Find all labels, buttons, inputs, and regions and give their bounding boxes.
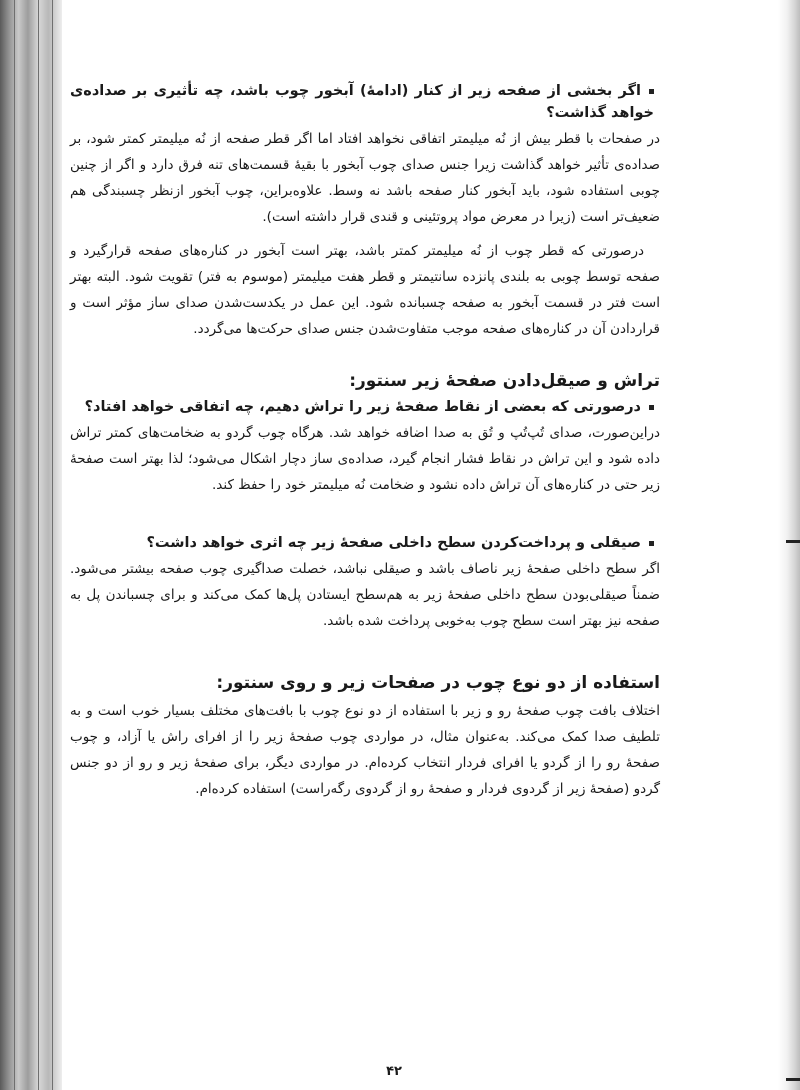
binding-line <box>14 0 15 1090</box>
paragraph: درصورتی که قطر چوب از نُه میلیمتر کمتر باشد، بهتر است آبخور در کناره‌های صفحه قرارگیرد و صفحه توسط چوبی به بلندی پانزده سانتیمتر و قطر هفت میلیمتر (موسوم به فتر) تقویت شود. البته بهتر است فتر در قسمت آبخور به صفحه چسبانده شود. این عمل در یکدست‌شدن صدای ساز مؤثر است و قراردادن آن در کناره‌های صفحه موجب متفاوت‌شدن جنس صدای حرکت‌ها می‌گردد. <box>70 243 660 337</box>
section-heading: استفاده از دو نوع چوب در صفحات زیر و روی سنتور: <box>216 673 660 693</box>
paragraph: دراین‌صورت، صدای تُپ‌تُپ و تُق به صدا اضافه خواهد شد. هرگاه چوب گردو به ضخامت‌های کمتر تراش داده شود و این تراش در نقاط فشار انجام گیرد، صداده‌ی ساز دچار اشکال می‌شود؛ لذا بهتر است صفحهٔ زیر حتی در کناره‌های آن تراش داده نشود و ضخامت نُه میلیمتر خود را حفظ کند. <box>70 425 660 493</box>
bullet-icon <box>649 541 654 546</box>
edge-mark <box>786 540 800 543</box>
question-text: اگر بخشی از صفحه زیر از کنار (ادامهٔ) آبخور چوب باشد، چه تأثیری بر صداده‌ی خواهد گذاشت؟ <box>70 83 654 121</box>
page-number: ۴۲ <box>386 1064 402 1079</box>
edge-mark <box>786 1078 800 1081</box>
question-text: درصورتی که بعضی از نقاط صفحهٔ زیر را تراش دهیم، چه اتفاقی خواهد افتاد؟ <box>84 399 641 415</box>
paragraph: اختلاف بافت چوب صفحهٔ رو و زیر با استفاده از دو نوع چوب با بافت‌های مختلف بسیار خوب است و به تلطیف صدا کمک می‌کند. به‌عنوان مثال، در مواردی چوب صفحهٔ زیر را از افرای راش یا آزاد، و چوب صفحهٔ رو را از گردو یا افرای فردار انتخاب کرده‌ام. در مواردی دیگر، برای صفحهٔ زیر و رو از دو جنس گردو (صفحهٔ زیر از گردوی فردار و صفحهٔ رو از گردوی رگه‌راست) استفاده کرده‌ام. <box>70 703 660 797</box>
paragraph: اگر سطح داخلی صفحهٔ زیر ناصاف باشد و صیقلی نباشد، خصلت صداگیری چوب صفحه بیشتر می‌شود. ضمناً صیقلی‌بودن سطح داخلی صفحهٔ زیر به هم‌سطح ایستادن پل‌ها کمک می‌کند و برای چسباندن پل به صفحه نیز بهتر است سطح چوب به‌خوبی پرداخت شده باشد. <box>70 561 660 629</box>
page-content <box>70 80 660 810</box>
paragraph: در صفحات با قطر بیش از نُه میلیمتر اتفاقی نخواهد افتاد اما اگر قطر صفحه از نُه میلیمتر کمتر شود، بر صداده‌ی تأثیر خواهد گذاشت زیرا جنس صدای چوب آبخور با بقیهٔ قسمت‌های تنه فرق دارد و اگر از چنین چوبی استفاده شود، باید آبخور کنار صفحه باشد نه وسط. علاوه‌براین، چوب آبخور ازنظر چسبندگی هم ضعیف‌تر است (زیرا در معرض مواد پروتئینی و قندی قرار داشته است). <box>70 131 660 225</box>
binding-line <box>38 0 39 1090</box>
question-heading <box>70 532 660 554</box>
question-text: صیقلی و پرداخت‌کردن سطح داخلی صفحهٔ زیر چه اثری خواهد داشت؟ <box>146 535 641 551</box>
bullet-icon <box>649 405 654 410</box>
section-heading: تراش و صیقل‌دادن صفحهٔ زیر سنتور: <box>349 371 660 391</box>
right-page-edge <box>778 0 800 1090</box>
binding-line <box>52 0 53 1090</box>
question-heading <box>70 80 660 124</box>
question-heading <box>70 396 660 418</box>
bullet-icon <box>649 89 654 94</box>
